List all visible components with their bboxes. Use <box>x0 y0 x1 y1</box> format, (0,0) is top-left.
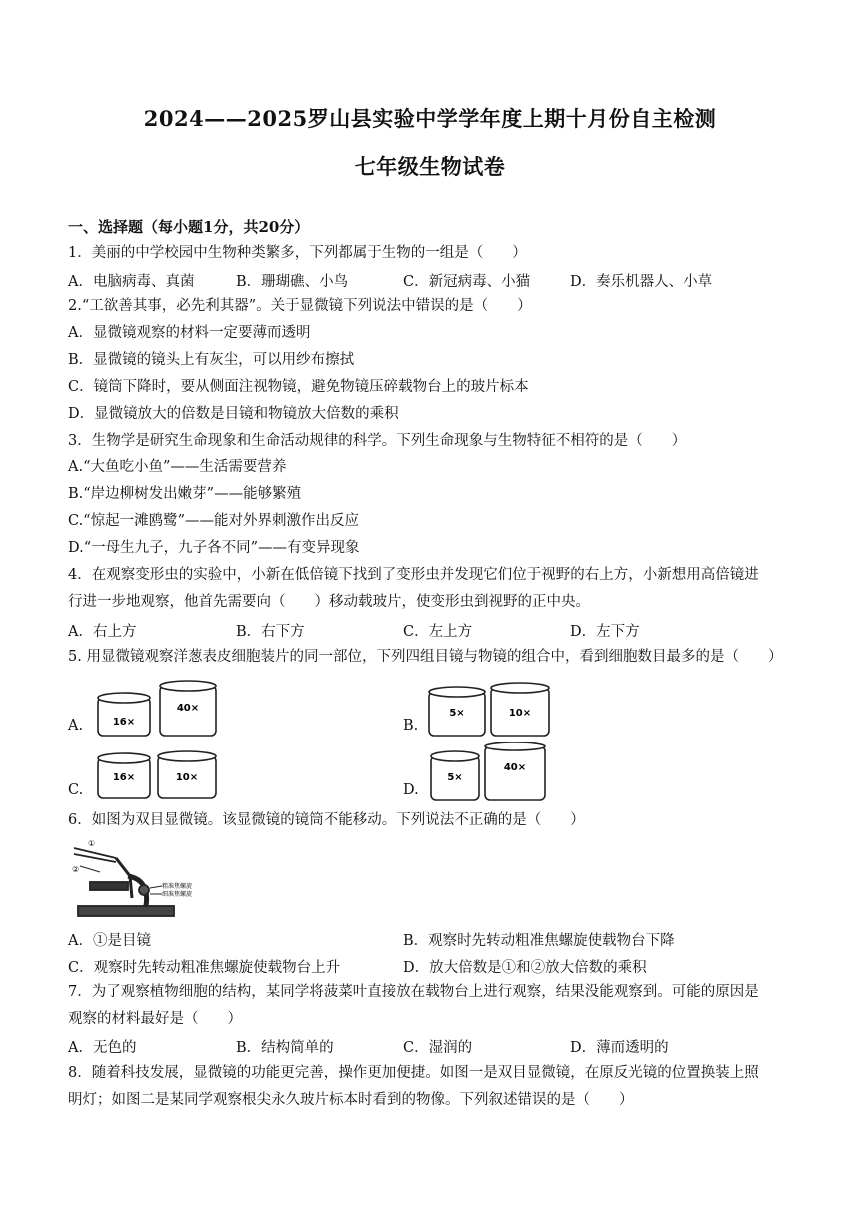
q5-option-a: A. <box>68 718 84 734</box>
q4-option-d: D．左下方 <box>570 624 640 640</box>
q8-stem-line1: 8．随着科技发展，显微镜的功能更完善，操作更加便捷。如图一是双目显微镜，在原反光镜的位置换装上照 <box>68 1065 759 1081</box>
q5-option-c: C. <box>68 782 84 798</box>
q7-stem-line1: 7．为了观察植物细胞的结构，某同学将菠菜叶直接放在载物台上进行观察，结果没能观察到。可能的原因是 <box>68 984 759 1000</box>
q5-lens-figure-d <box>425 742 555 804</box>
q5-a-objective-label: 40× <box>176 703 200 714</box>
q5-c-eyepiece-label: 16× <box>112 772 136 783</box>
q6-stem: 6．如图为双目显微镜。该显微镜的镜筒不能移动。下列说法不正确的是（ ） <box>68 812 585 828</box>
q2-stem: 2.“工欲善其事，必先利其器”。关于显微镜下列说法中错误的是（ ） <box>68 298 532 314</box>
q7-stem-line2: 观察的材料最好是（ ） <box>68 1011 242 1027</box>
q3-option-d: D.“一母生九子，九子各不同”——有变异现象 <box>68 540 360 556</box>
q2-option-b: B．显微镜的镜头上有灰尘，可以用纱布擦拭 <box>68 352 355 368</box>
fig-label-2: ② <box>72 865 80 874</box>
q4-option-b: B．右下方 <box>236 624 305 640</box>
q6-option-a: A．①是目镜 <box>68 933 151 949</box>
q6-option-c: C．观察时先转动粗准焦螺旋使载物台上升 <box>68 960 341 976</box>
q8-stem-line2: 明灯；如图二是某同学观察根尖永久玻片标本时看到的物像。下列叙述错误的是（ ） <box>68 1092 634 1108</box>
q1-option-a: A．电脑病毒、真菌 <box>68 274 195 290</box>
q5-lens-figure-a <box>92 680 222 740</box>
q5-d-objective-label: 40× <box>503 762 527 773</box>
q5-lens-figure-b <box>425 680 555 740</box>
binocular-microscope-figure <box>70 836 210 920</box>
q2-option-c: C．镜筒下降时，要从侧面注视物镜，避免物镜压碎载物台上的玻片标本 <box>68 379 529 395</box>
q4-option-c: C．左上方 <box>403 624 473 640</box>
q7-option-d: D．薄而透明的 <box>570 1040 669 1056</box>
fig-label-1: ① <box>88 839 96 848</box>
q5-option-d: D. <box>403 782 419 798</box>
exam-title: 2024——2025罗山县实验中学学年度上期十月份自主检测 <box>143 106 717 131</box>
q1-option-c: C．新冠病毒、小猫 <box>403 274 531 290</box>
exam-subtitle: 七年级生物试卷 <box>354 154 506 179</box>
q4-stem-line2: 行进一步地观察，他首先需要向（ ）移动载玻片，使变形虫到视野的正中央。 <box>68 594 590 610</box>
fig-label-coarse: 粗准焦螺旋 <box>162 883 193 890</box>
q5-d-eyepiece-label: 5× <box>447 772 463 783</box>
q3-option-a: A.“大鱼吃小鱼”——生活需要营养 <box>68 459 287 475</box>
fig-label-fine: 细准焦螺旋 <box>162 891 193 898</box>
q1-option-d: D．奏乐机器人、小草 <box>570 274 713 290</box>
q7-option-c: C．湿润的 <box>403 1040 473 1056</box>
q7-option-b: B．结构简单的 <box>236 1040 334 1056</box>
q4-option-a: A．右上方 <box>68 624 137 640</box>
q7-option-a: A．无色的 <box>68 1040 137 1056</box>
q5-lens-figure-c <box>92 744 222 804</box>
q2-option-d: D．显微镜放大的倍数是目镜和物镜放大倍数的乘积 <box>68 406 399 422</box>
q1-option-b: B．珊瑚礁、小鸟 <box>236 274 349 290</box>
section-heading: 一、选择题（每小题1分，共20分） <box>68 218 310 236</box>
q5-a-eyepiece-label: 16× <box>112 717 136 728</box>
q5-b-objective-label: 10× <box>508 708 532 719</box>
q4-stem-line1: 4．在观察变形虫的实验中，小新在低倍镜下找到了变形虫并发现它们位于视野的右上方，小新想用高倍镜进 <box>68 567 759 583</box>
q6-option-b: B．观察时先转动粗准焦螺旋使载物台下降 <box>403 933 675 949</box>
q3-stem: 3．生物学是研究生命现象和生命活动规律的科学。下列生命现象与生物特征不相符的是（ ） <box>68 433 687 449</box>
q3-option-c: C.“惊起一滩鸥鹭”——能对外界刺激作出反应 <box>68 513 360 529</box>
q5-option-b: B. <box>403 718 419 734</box>
q3-option-b: B.“岸边柳树发出嫩芽”——能够繁殖 <box>68 486 302 502</box>
q6-option-d: D．放大倍数是①和②放大倍数的乘积 <box>403 960 647 976</box>
q5-c-objective-label: 10× <box>175 772 199 783</box>
q2-option-a: A．显微镜观察的材料一定要薄而透明 <box>68 325 311 341</box>
q5-stem: 5. 用显微镜观察洋葱表皮细胞装片的同一部位，下列四组目镜与物镜的组合中，看到细胞数目最多的是（ ） <box>68 649 783 665</box>
q5-b-eyepiece-label: 5× <box>449 708 465 719</box>
q1-stem: 1．美丽的中学校园中生物种类繁多，下列都属于生物的一组是（ ） <box>68 245 527 261</box>
